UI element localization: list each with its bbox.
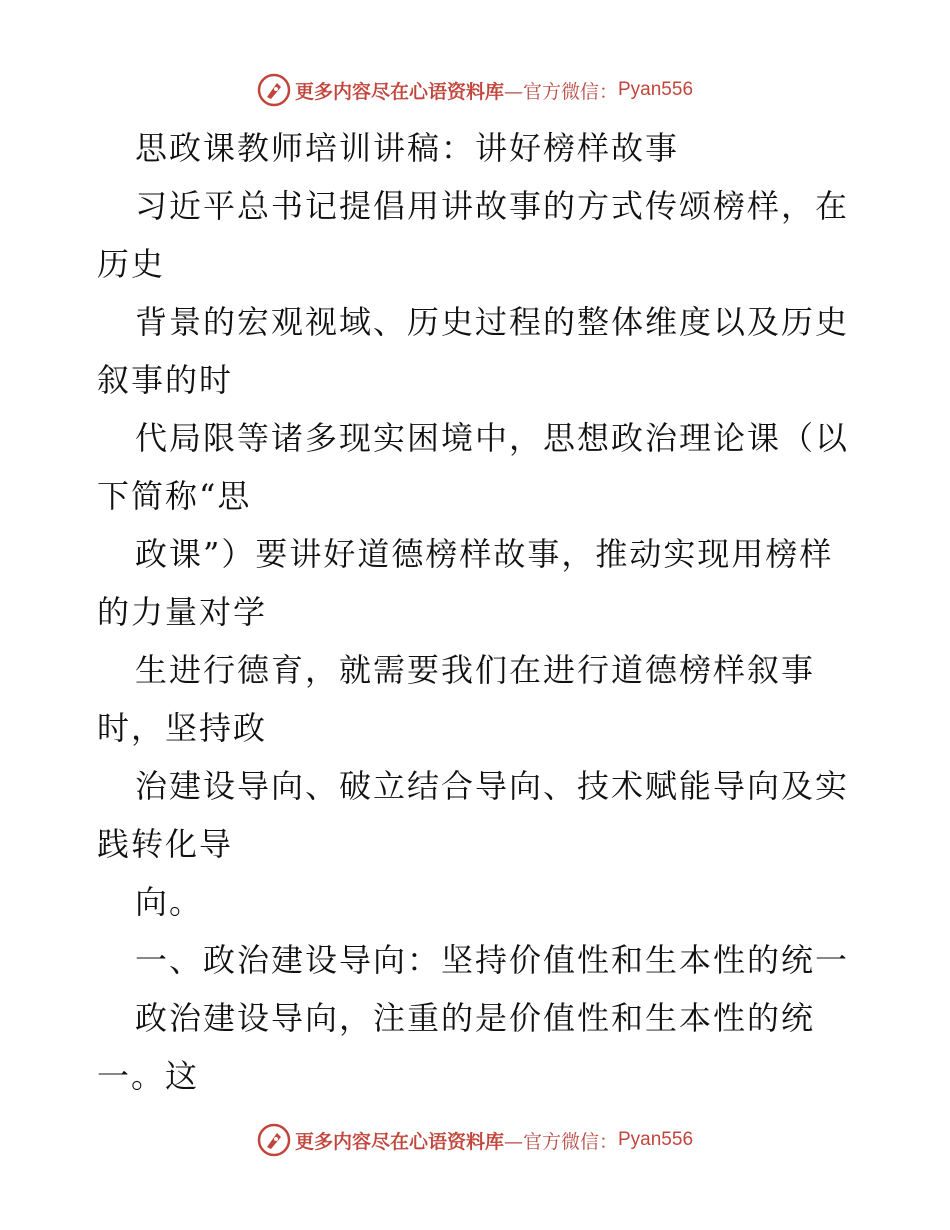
text-line: 下简称“思: [97, 477, 252, 515]
text-line: 习近平总书记提倡用讲故事的方式传颂榜样，在: [135, 187, 850, 225]
watermark-banner-top: [0, 70, 950, 110]
text-line: 时，坚持政: [97, 709, 268, 747]
text-line: 的力量对学: [97, 593, 268, 631]
watermark-wechat-id: Pyan556: [618, 1129, 694, 1150]
text-line: 生进行德育，就需要我们在进行道德榜样叙事: [135, 651, 816, 689]
section-heading: 一、政治建设导向：坚持价值性和生本性的统一: [135, 941, 850, 979]
pen-nib-logo-icon: [257, 1123, 291, 1157]
watermark-lead-text: 更多内容尽在心语资料库: [294, 1130, 504, 1153]
text-line: 代局限等诸多现实困境中，思想政治理论课（以: [135, 419, 850, 457]
watermark-contact-text: —官方微信：: [503, 80, 618, 103]
pen-nib-logo-icon: [257, 73, 291, 107]
watermark-banner-bottom: [0, 1120, 950, 1160]
text-line: 治建设导向、破立结合导向、技术赋能导向及实: [135, 767, 850, 805]
watermark-wechat-id: Pyan556: [618, 79, 694, 100]
text-line: 历史: [97, 245, 166, 283]
text-line: 叙事的时: [97, 361, 234, 399]
text-line: 政治建设导向，注重的是价值性和生本性的统: [135, 999, 816, 1037]
text-line: 政课”）要讲好道德榜样故事，推动实现用榜样: [135, 535, 834, 573]
text-line: 背景的宏观视域、历史过程的整体维度以及历史: [135, 303, 850, 341]
watermark-lead-text: 更多内容尽在心语资料库: [294, 80, 504, 103]
text-line: 一。这: [97, 1057, 200, 1095]
watermark-contact-text: —官方微信：: [503, 1130, 618, 1153]
document-title: 思政课教师培训讲稿：讲好榜样故事: [135, 129, 680, 167]
text-line: 践转化导: [97, 825, 234, 863]
text-line: 向。: [135, 883, 204, 921]
